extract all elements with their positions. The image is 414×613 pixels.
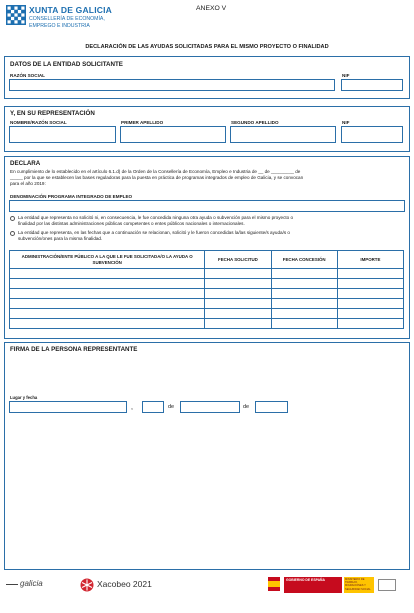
- table-row: [10, 309, 404, 319]
- option-aid-received-line-1: La entidad que representa, en las fechas que a continuación se relacionan, solicitó y le fueron concedidas la/las siguiente/s ayuda/s o: [18, 230, 290, 235]
- org-subtitle-2: EMPREGO E INDUSTRIA: [29, 23, 90, 29]
- table-cell[interactable]: [271, 299, 337, 309]
- razon-social-input[interactable]: [9, 79, 335, 91]
- representation-section-title: Y, EN SU REPRESENTACIÓN: [10, 110, 95, 117]
- rep-name-label: NOMBRE/RAZÓN SOCIAL: [10, 120, 67, 125]
- table-cell[interactable]: [205, 319, 271, 329]
- signature-section-title: FIRMA DE LA PERSONA REPRESENTANTE: [10, 346, 138, 353]
- column-header-amount: IMPORTE: [337, 251, 403, 269]
- aid-table: [9, 250, 404, 329]
- table-row: [10, 269, 404, 279]
- table-cell[interactable]: [337, 309, 403, 319]
- rep-nif-input[interactable]: [341, 126, 403, 143]
- option-no-aid-line-1: La entidad que representa no solicitó ni, en consecuencia, le fue concedida ninguna otra ayuda o subvención para el mismo proyecto o: [18, 215, 294, 220]
- declara-intro-line-1: En cumplimiento de lo establecido en el artículo 6.1.d) de la Orden de la Consellería de Economía, Empleo e Industria de __ de _________ de: [10, 169, 301, 174]
- org-name: XUNTA DE GALICIA: [29, 5, 113, 15]
- table-cell[interactable]: [205, 299, 271, 309]
- table-cell[interactable]: [271, 309, 337, 319]
- xacobeo-logo: [80, 577, 160, 593]
- table-cell[interactable]: [337, 269, 403, 279]
- table-cell[interactable]: [205, 309, 271, 319]
- option-aid-received-line-2: subvención/ones para la misma finalidad.: [18, 236, 103, 241]
- table-cell[interactable]: [271, 269, 337, 279]
- annex-label: ANEXO V: [196, 5, 227, 12]
- place-date-label: Lugar y fecha: [10, 395, 38, 400]
- option-no-aid-radio[interactable]: [10, 216, 15, 221]
- rep-nif-label: NIF: [342, 120, 350, 125]
- table-cell[interactable]: [10, 269, 205, 279]
- document-title: DECLARACIÓN DE LAS AYUDAS SOLICITADAS PARA EL MISMO PROYECTO O FINALIDAD: [85, 44, 329, 50]
- program-input[interactable]: [9, 200, 405, 212]
- table-cell[interactable]: [10, 309, 205, 319]
- table-cell[interactable]: [10, 289, 205, 299]
- comma-separator: ,: [131, 404, 133, 411]
- column-header-grant-date: FECHA CONCESIÓN: [271, 251, 337, 269]
- rep-surname2-label: SEGUNDO APELLIDO: [231, 120, 279, 125]
- table-cell[interactable]: [337, 289, 403, 299]
- xacobeo-shell-icon: [80, 578, 94, 592]
- table-cell[interactable]: [10, 279, 205, 289]
- declara-intro-line-3: para el año 2019:: [10, 181, 46, 186]
- table-cell[interactable]: [337, 299, 403, 309]
- table-cell[interactable]: [205, 289, 271, 299]
- table-cell[interactable]: [271, 289, 337, 299]
- entity-nif-input[interactable]: [341, 79, 403, 91]
- declara-section-title: DECLARA: [10, 160, 41, 167]
- signature-section: [4, 342, 410, 570]
- table-cell[interactable]: [337, 279, 403, 289]
- spain-government-logo: [268, 575, 398, 595]
- program-label: DENOMINACIÓN PROGRAMA INTEGRADO DE EMPLEO: [10, 194, 133, 199]
- rep-surname1-input[interactable]: [120, 126, 226, 143]
- de-separator-2: de: [243, 404, 250, 410]
- spain-coat-of-arms-icon: [268, 577, 280, 591]
- option-aid-received-radio[interactable]: [10, 231, 15, 236]
- table-row: [10, 299, 404, 309]
- declara-intro-line-2: _____ por la que se establecen las bases reguladoras para la puesta en práctica de programas integrados de empleo de Galicia, y se convocan: [10, 175, 304, 180]
- table-row: [10, 279, 404, 289]
- table-row: [10, 289, 404, 299]
- table-cell[interactable]: [10, 319, 205, 329]
- table-cell[interactable]: [337, 319, 403, 329]
- table-row: [10, 319, 404, 329]
- xacobeo-text: Xacobeo 2021: [97, 579, 152, 589]
- rep-name-input[interactable]: [9, 126, 116, 143]
- column-header-administration: ADMINISTRACIÓN/ENTE PÚBLICO A LA QUE LE FUE SOLICITADA/O LA AYUDA O SUBVENCIÓN: [10, 251, 205, 269]
- government-text: GOBIERNO DE ESPAÑA: [286, 578, 325, 582]
- table-cell[interactable]: [271, 319, 337, 329]
- place-input[interactable]: [9, 401, 127, 413]
- ministry-text: MINISTERIO DE TRABAJO, MIGRACIONES Y SEGURIDAD SOCIAL: [345, 578, 371, 591]
- entity-section-title: DATOS DE LA ENTIDAD SOLICITANTE: [10, 61, 123, 68]
- month-input[interactable]: [180, 401, 240, 413]
- table-cell[interactable]: [205, 279, 271, 289]
- razon-social-label: RAZÓN SOCIAL: [10, 73, 45, 78]
- sepe-logo: [378, 579, 396, 591]
- table-cell[interactable]: [271, 279, 337, 289]
- org-subtitle-1: CONSELLERÍA DE ECONOMÍA,: [29, 16, 105, 22]
- table-cell[interactable]: [205, 269, 271, 279]
- column-header-request-date: FECHA SOLICITUD: [205, 251, 271, 269]
- entity-nif-label: NIF: [342, 73, 350, 78]
- de-separator-1: de: [168, 404, 175, 410]
- day-input[interactable]: [142, 401, 164, 413]
- year-input[interactable]: [255, 401, 288, 413]
- rep-surname2-input[interactable]: [230, 126, 336, 143]
- xunta-logo: [6, 5, 26, 25]
- rep-surname1-label: PRIMER APELLIDO: [121, 120, 164, 125]
- aid-table-header-row: [10, 251, 404, 269]
- table-cell[interactable]: [10, 299, 205, 309]
- galicia-logo: [6, 575, 46, 593]
- galicia-logo-text: galicia: [20, 579, 43, 588]
- option-no-aid-line-2: finalidad por las distintas administraciones públicas competentes o entes públicos nacionales o internacionales.: [18, 221, 245, 226]
